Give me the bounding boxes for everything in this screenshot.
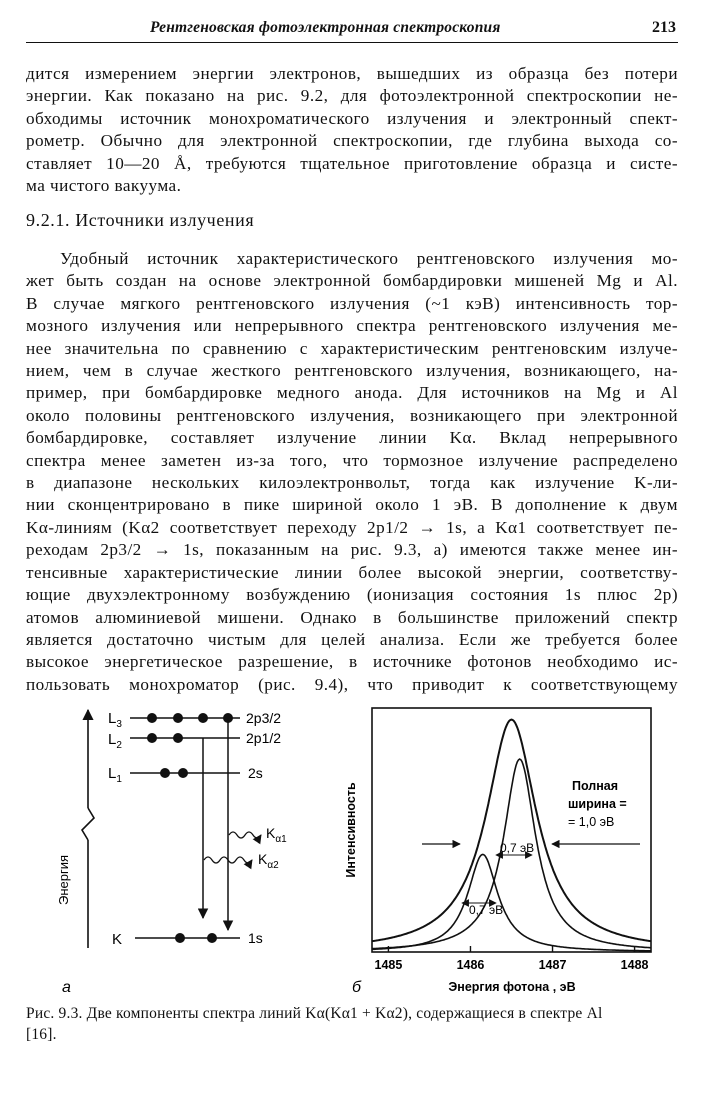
- text-line: дится измерением энергии электронов, вышедших из образца без потери: [26, 64, 678, 83]
- x-tick-label: 1486: [456, 958, 485, 972]
- text-line: нием, чем в случае жесткого рентгеновского излучения, возникающего, на-: [26, 361, 678, 381]
- text-line: является достаточно чистым для целей анализа. Если же требуется более: [26, 629, 678, 649]
- text-line: обходимы источник монохроматического излучения и электронный спект-: [26, 108, 678, 128]
- x-tick-label: 1488: [620, 958, 649, 972]
- running-title: Рентгеновская фотоэлектронная спектроскопия: [150, 19, 501, 36]
- text-line: нии сконцентрировано в пике шириной около 1 эВ. В дополнение к двум: [26, 495, 678, 515]
- figure-caption: [26, 1003, 678, 1045]
- annotation-ka2-width: 0,7 эВ: [469, 903, 504, 917]
- chart-frame: [372, 708, 651, 952]
- text-line: атомов алюминиевой мишени. Однако в большинстве приложений спектр: [26, 607, 678, 627]
- electron: [160, 768, 170, 778]
- level-right-label-K: 1s: [248, 930, 263, 946]
- y-axis-label: Интенсивность: [344, 782, 358, 878]
- electron: [173, 733, 183, 743]
- x-tick-label: 1487: [538, 958, 567, 972]
- curve-total: [372, 720, 651, 942]
- electron: [178, 768, 188, 778]
- curves: [372, 720, 651, 951]
- text-line: энергии. Как показано на рис. 9.2, для фотоэлектронной спектроскопии не-: [26, 86, 678, 106]
- text-line: В случае мягкого рентгеновского излучения (~1 кэВ) интенсивность тор-: [26, 293, 678, 313]
- x-tick-label: 1485: [374, 958, 403, 972]
- level-label-L2: $L_2$: [108, 731, 122, 751]
- emission-wave: [229, 832, 261, 838]
- text-line: в диапазоне нескольких килоэлектронвольт, тогда как излучение K-ли-: [26, 473, 678, 493]
- text-line: пример, при бомбардировке медного анода. Для источников на Mg и Al: [26, 383, 678, 403]
- level-right-label-L1: 2s: [248, 765, 263, 781]
- text-line: бомбардировке, составляет излучение линии Kα. Вклад непрерывного: [26, 428, 678, 448]
- text-line: около половины рентгеновского излучения, возникающего при электронной: [26, 405, 678, 425]
- spectrum-chart: [344, 708, 651, 996]
- energy-level-diagram: [56, 710, 287, 996]
- text-line: Удобный источник характеристического рентгеновского излучения мо-: [60, 249, 678, 268]
- electron: [147, 713, 157, 723]
- annotation-total-width: = 1,0 эВ: [568, 815, 615, 829]
- text-line: мозного излучения или непрерывного спектра рентгеновского излучения ме-: [26, 316, 678, 336]
- section-heading: 9.2.1. Источники излучения: [26, 210, 255, 230]
- annotation-ka1-width: 0,7 эВ: [500, 841, 535, 855]
- annotation-total-width: ширина =: [568, 797, 627, 811]
- level-sub: 2: [116, 740, 122, 751]
- text-line: рометр. Обычно для электронной спектроскопии, где глубина выхода со-: [26, 131, 678, 151]
- caption-line: Рис. 9.3. Две компоненты спектра линий Kα(Kα1 + Kα2), содержащиеся в спектре Al: [26, 1005, 603, 1022]
- level-label-K: K: [112, 931, 123, 948]
- text-line: ставляет 10—20 Å, требуются тщательное приготовление образца и систе-: [26, 153, 678, 173]
- text-line: высокое энергетическое разрешение, в источнике фотонов необходимо ис-: [26, 652, 678, 672]
- text-line: тенсивные характеристические линии более высокой энергии, соответству-: [26, 562, 678, 582]
- electron: [175, 933, 185, 943]
- text-line: нее значительна по сравнению с характеристическим рентгеновским излуче-: [26, 338, 678, 358]
- panel-label-b: б: [352, 979, 361, 996]
- x-axis-label: Энергия фотона , эВ: [448, 980, 576, 994]
- text-line: реходам 2p3/2 → 1s, показанным на рис. 9.3, а) имеются также менее ин-: [26, 540, 678, 560]
- page-header: [26, 16, 678, 43]
- figure-9-3: [0, 690, 703, 1000]
- curve-Kα2: [372, 854, 651, 950]
- level-label-L3: $L_3$: [108, 710, 122, 730]
- level-right-label-L3: 2p3/2: [246, 710, 282, 726]
- energy-axis-break: [82, 808, 94, 840]
- level-sub: 1: [116, 774, 122, 785]
- emission-label-ka1: $K_{\alpha 1}$: [266, 825, 287, 845]
- figure-svg: [0, 690, 703, 1000]
- text-line: ющие двухэлектронному возбуждению (ионизация состояния 1s плюс 2p): [26, 585, 678, 605]
- panel-label-a: а: [62, 979, 71, 996]
- electron: [173, 713, 183, 723]
- paragraph-intro: [26, 63, 678, 197]
- text-line: жет быть создан на основе электронной бомбардировки мишеней Mg и Al.: [26, 271, 678, 291]
- text-line: ма чистого вакуума.: [26, 176, 182, 196]
- caption-line: [16].: [26, 1026, 57, 1043]
- text-line: Kα-линиям (Kα2 соответствует переходу 2p1/2 → 1s, а Kα1 соответствует пе-: [26, 517, 678, 537]
- text-line: пользовать монохроматор (рис. 9.4), что приводит к соответствующему: [26, 674, 678, 694]
- emission-sub: α1: [275, 834, 287, 845]
- level-sub: 3: [116, 719, 122, 730]
- annotation-total-width: Полная: [572, 779, 619, 793]
- level-label-L1: $L_1$: [108, 765, 122, 785]
- level-right-label-L2: 2p1/2: [246, 730, 282, 746]
- page-number: 213: [652, 19, 676, 36]
- electron: [147, 733, 157, 743]
- electron: [207, 933, 217, 943]
- paragraph-sources: [26, 248, 678, 696]
- emission-sub: α2: [267, 860, 279, 871]
- energy-axis-label: Энергия: [56, 854, 71, 906]
- emission-label-ka2: $K_{\alpha 2}$: [258, 851, 279, 871]
- text-line: спектра менее заметен из-за того, что тормозное излучение распределено: [26, 450, 678, 470]
- electron: [198, 713, 208, 723]
